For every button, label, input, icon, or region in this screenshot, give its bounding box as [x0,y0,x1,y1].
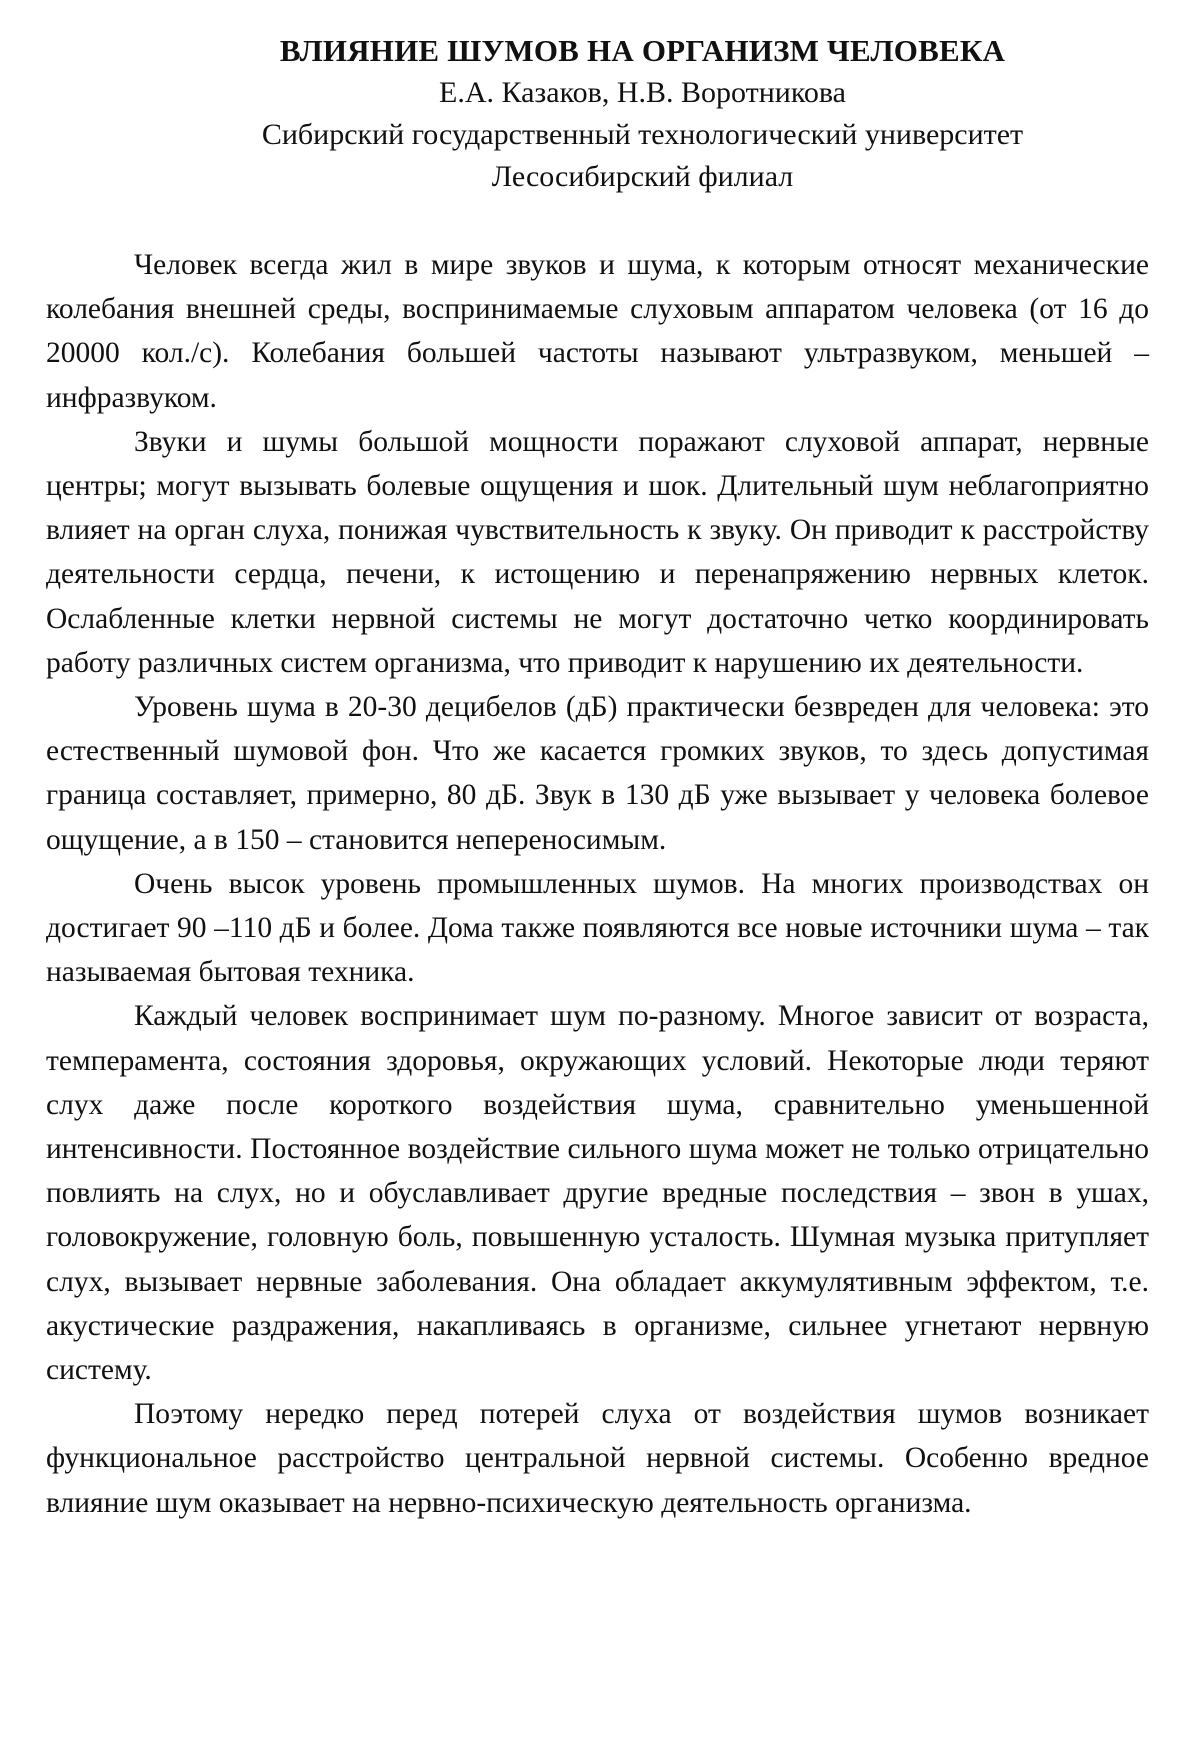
paper-branch: Лесосибирский филиал [491,160,794,193]
paragraph: Каждый человек воспринимает шум по-разному. Многое зависит от возраста, темперамента, состояния здоровья, окружающих условий. Некоторые люди теряют слух даже после короткого воздействия шума, сравнительно уменьшенной интенсивности. Постоянное воздействие сильного шума может не только отрицательно повлиять на слух, но и обуславливает другие вредные последствия – звон в ушах, головокружение, головную боль, повышенную усталость. Шумная музыка притупляет слух, вызывает нервные заболевания. Она обладает аккумулятивным эффектом, т.е. акустические раздражения, накапливаясь в организме, сильнее угнетают нервную систему. [46,1000,1149,1387]
paper-title: ВЛИЯНИЕ ШУМОВ НА ОРГАНИЗМ ЧЕЛОВЕКА [279,33,1006,68]
paragraph: Уровень шума в 20-30 децибелов (дБ) практически безвреден для человека: это естественный шумовой фон. Что же касается громких звуков, то здесь допустимая граница составляет, примерно, 80 дБ. Звук в 130 дБ уже вызывает у человека болевое ощущение, а в 150 – становится непереносимым. [46,691,1149,856]
paragraph: Звуки и шумы большой мощности поражают слуховой аппарат, нервные центры; могут вызывать болевые ощущения и шок. Длительный шум неблагоприятно влияет на орган слуха, понижая чувствительность к звуку. Он приводит к расстройству деятельности сердца, печени, к истощению и перенапряжению нервных клеток. Ослабленные клетки нервной системы не могут достаточно четко координировать работу различных систем организма, что приводит к нарушению их деятельности. [46,425,1149,679]
paragraph: Человек всегда жил в мире звуков и шума, к которым относят механические колебания внешней среды, воспринимаемые слуховым аппаратом человека (от 16 до 20000 кол./с). Колебания большей частоты называют ультразвуком, меньшей – инфразвуком. [46,249,1149,414]
paper-body [46,243,1149,1525]
paragraph: Поэтому нередко перед потерей слуха от воздействия шумов возникает функциональное расстройство центральной нервной системы. Особенно вредное влияние шум оказывает на нервно-психическую деятельность организма. [46,1398,1149,1519]
paper-page [46,30,1149,1525]
paper-authors: Е.А. Казаков, Н.В. Воротникова [439,76,846,109]
paragraph: Очень высок уровень промышленных шумов. На многих производствах он достигает 90 –110 дБ и более. Дома также появляются все новые источники шума – так называемая бытовая техника. [46,867,1149,989]
paper-affiliation: Сибирский государственный технологический университет [261,118,1024,151]
paper-header [196,30,1089,198]
